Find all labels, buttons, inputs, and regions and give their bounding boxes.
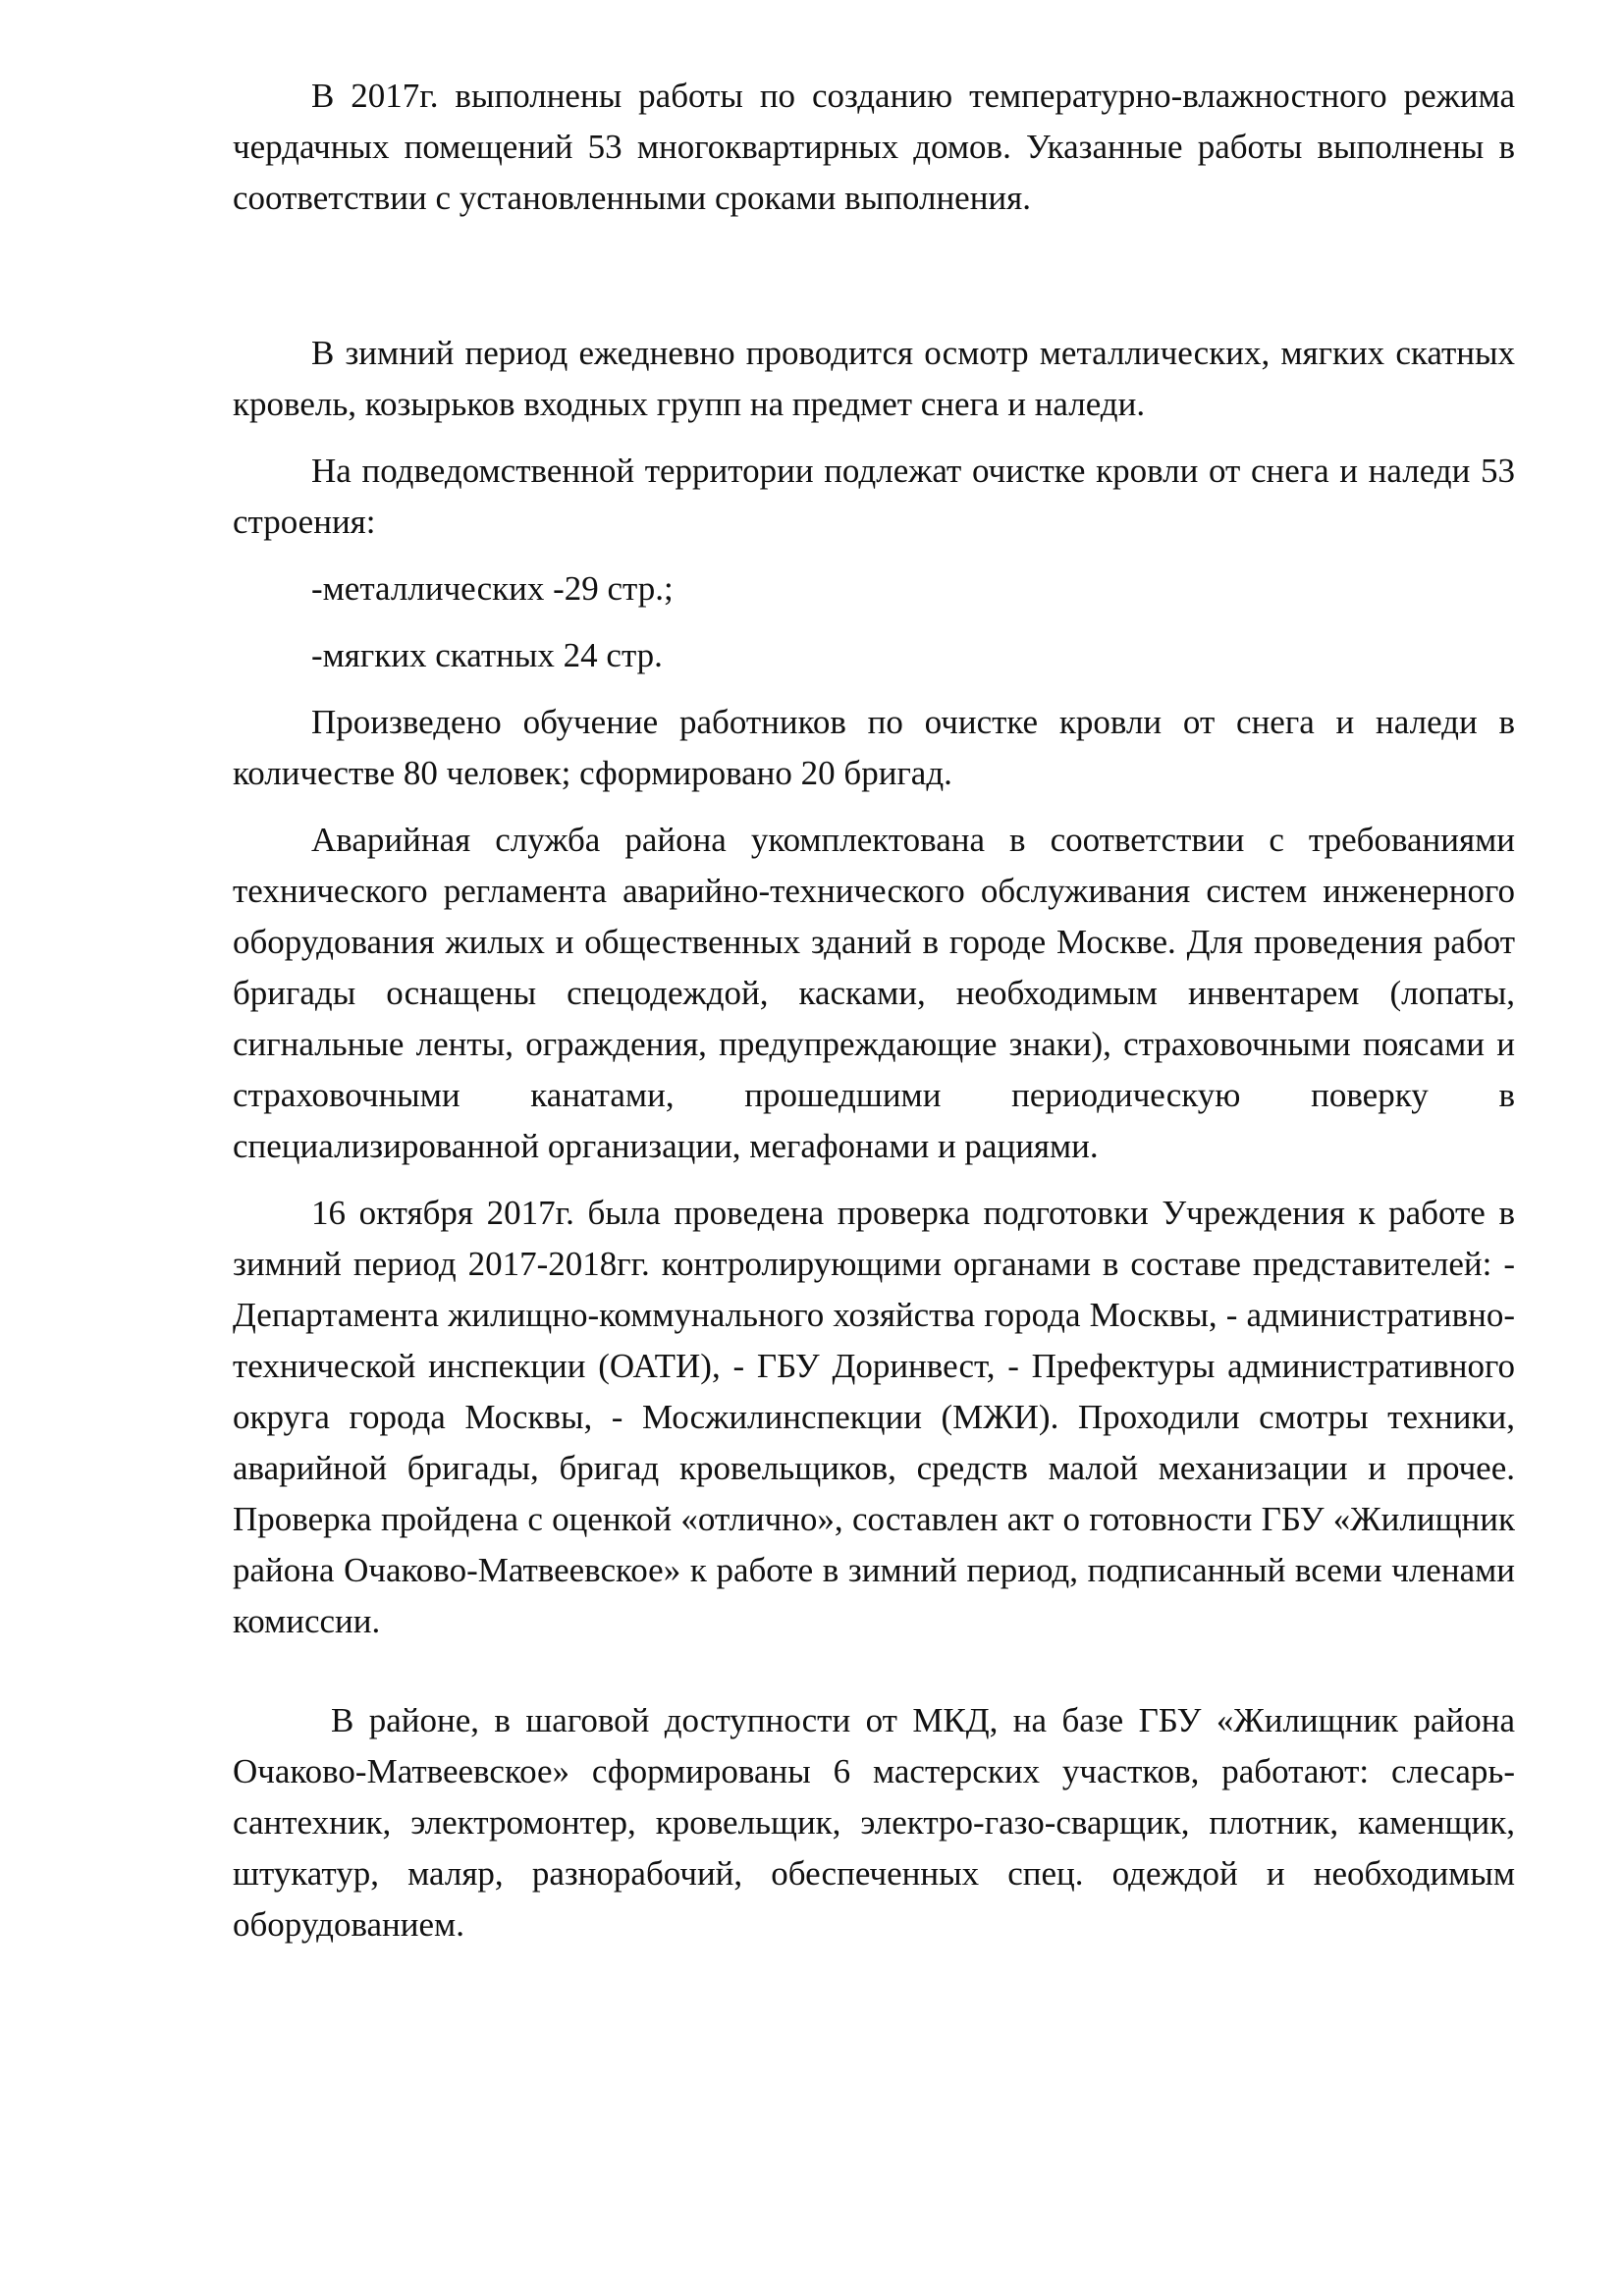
- paragraph-roof-cleaning: На подведомственной территории подлежат очистке кровли от снега и наледи 53 строения:: [233, 452, 1515, 541]
- paragraph-training: Произведено обучение работников по очистке кровли от снега и наледи в количестве 80 человек; сформировано 20 бригад.: [233, 703, 1515, 792]
- paragraph-emergency-service: Аварийная служба района укомплектована в соответствии с требованиями технического регламента аварийно-технического обслуживания систем инженерного оборудования жилых и общественных зданий в городе Москве. Для проведения работ бригады оснащены спецодеждой, касками, необходимым инвентарем (лопаты, сигнальные ленты, ограждения, предупреждающие знаки), страховочными поясами и страховочными канатами, прошедшими периодическую поверку в специализированной организации, мегафонами и рациями.: [233, 821, 1515, 1165]
- paragraph-workshops: В районе, в шаговой доступности от МКД, на базе ГБУ «Жилищник района Очаково-Матвеевское» сформированы 6 мастерских участков, работают: слесарь-сантехник, электромонтер, кровельщик, электро-газо-сварщик, плотник, каменщик, штукатур, маляр, разнорабочий, обеспеченных спец. одеждой и необходимым оборудованием.: [233, 1701, 1515, 1944]
- document-body: [233, 71, 1515, 1950]
- list-item-metal-roofs: -металлических -29 стр.;: [311, 569, 674, 608]
- paragraph-attic-works: В 2017г. выполнены работы по созданию температурно-влажностного режима чердачных помещений 53 многоквартирных домов. Указанные работы выполнены в соответствии с установленными сроками выполнения.: [233, 77, 1515, 217]
- list-item-soft-roofs: -мягких скатных 24 стр.: [311, 636, 663, 674]
- paragraph-winter-inspection: В зимний период ежедневно проводится осмотр металлических, мягких скатных кровель, козырьков входных групп на предмет снега и наледи.: [233, 334, 1515, 423]
- paragraph-inspection-check: 16 октября 2017г. была проведена проверка подготовки Учреждения к работе в зимний период 2017-2018гг. контролирующими органами в составе представителей: - Департамента жилищно-коммунального хозяйства города Москвы, - административно-технической инспекции (ОАТИ), - ГБУ Доринвест, - Префектуры административного округа города Москвы, - Мосжилинспекции (МЖИ). Проходили смотры техники, аварийной бригады, бригад кровельщиков, средств малой механизации и прочее. Проверка пройдена с оценкой «отлично», составлен акт о готовности ГБУ «Жилищник района Очаково-Матвеевское» к работе в зимний период, подписанный всеми членами комиссии.: [233, 1194, 1515, 1640]
